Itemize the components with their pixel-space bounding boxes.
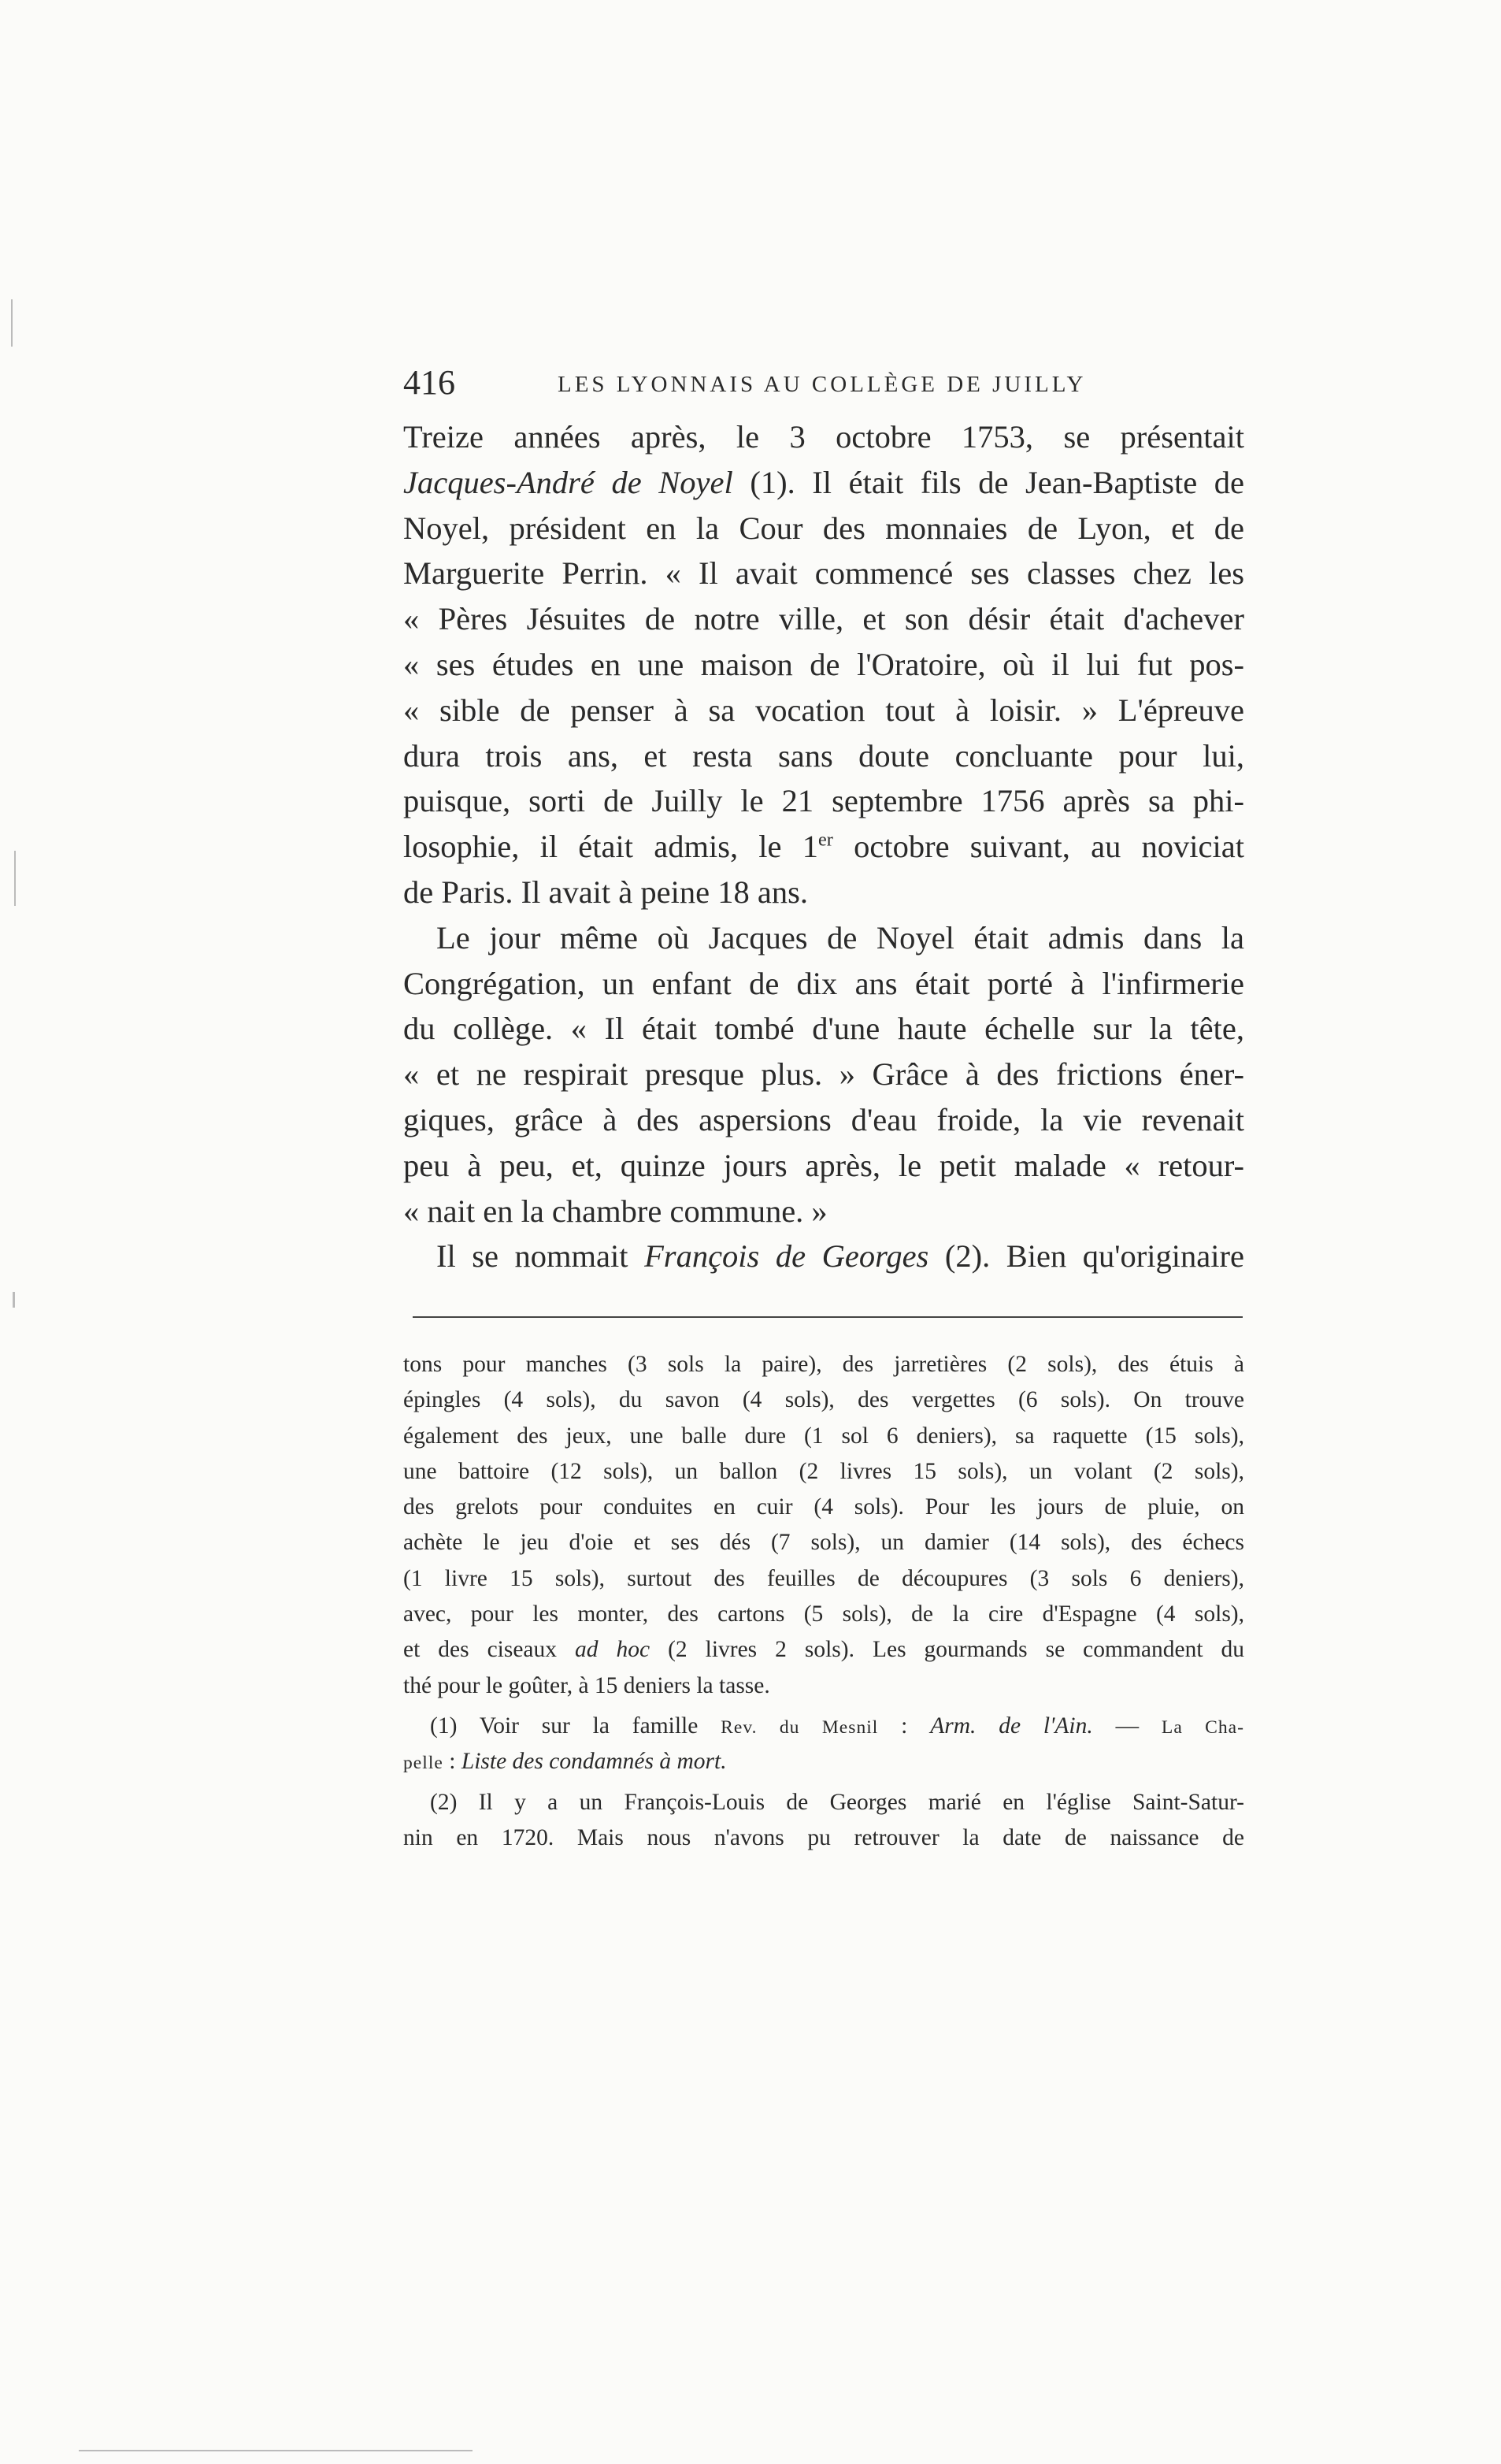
footnote-line: tons pour manches (3 sols la paire), des jarretières (2 sols), des étuis à — [403, 1352, 1244, 1377]
text-line: Jacques-André de Noyel (1). Il était fils de Jean-Baptiste de — [403, 464, 1244, 500]
text-line: du collège. « Il était tombé d'une haute échelle sur la tête, — [403, 1011, 1244, 1047]
footnote-divider — [413, 1316, 1243, 1318]
text-line: « Pères Jésuites de notre ville, et son désir était d'achever — [403, 601, 1244, 637]
text-line: « sible de penser à sa vocation tout à loisir. » L'épreuve — [403, 692, 1244, 728]
text-line: « ses études en une maison de l'Oratoire, où il lui fut pos- — [403, 646, 1244, 682]
text-line: de Paris. Il avait à peine 18 ans. — [403, 874, 808, 910]
footnotes — [403, 1347, 1244, 1856]
text-line: « et ne respirait presque plus. » Grâce à des frictions éner- — [403, 1056, 1244, 1093]
main-text — [403, 414, 1244, 1279]
text-line: puisque, sorti de Juilly le 21 septembre 1756 après sa phi- — [403, 783, 1244, 819]
footnote-1-cont: pelle : Liste des condamnés à mort. — [403, 1749, 727, 1775]
footnote-line: également des jeux, une balle dure (1 sol 6 deniers), sa raquette (15 sols), — [403, 1423, 1244, 1449]
person-name: François de Georges — [644, 1238, 929, 1275]
footnote-line: une battoire (12 sols), un ballon (2 livres 15 sols), un volant (2 sols), — [403, 1458, 1244, 1484]
scan-mark — [14, 851, 16, 906]
text-line: Le jour même où Jacques de Noyel était admis dans la — [436, 919, 1244, 956]
text-line: giques, grâce à des aspersions d'eau froide, la vie revenait — [403, 1101, 1244, 1137]
running-title: LES LYONNAIS AU COLLÈGE DE JUILLY — [558, 372, 1087, 397]
text-line: losophie, il était admis, le 1er octobre suivant, au noviciat — [403, 829, 1244, 865]
text-line: Marguerite Perrin. « Il avait commencé ses classes chez les — [403, 555, 1244, 592]
page-number: 416 — [403, 363, 455, 402]
footnote-line: (1 livre 15 sols), surtout des feuilles de découpures (3 sols 6 deniers), — [403, 1565, 1244, 1591]
footnote-line: des grelots pour conduites en cuir (4 sols). Pour les jours de pluie, on — [403, 1494, 1244, 1520]
person-name: Jacques-André de Noyel — [403, 464, 733, 500]
footnote-line: thé pour le goûter, à 15 deniers la tasse. — [403, 1672, 770, 1698]
footnote-line: épingles (4 sols), du savon (4 sols), des vergettes (6 sols). On trouve — [403, 1387, 1244, 1413]
footnote-1: (1) Voir sur la famille Rev. du Mesnil : Arm. de l'Ain. — La Cha- — [430, 1713, 1245, 1739]
text-line: Congrégation, un enfant de dix ans était porté à l'infirmerie — [403, 965, 1244, 1001]
footnote-line: achète le jeu d'oie et ses dés (7 sols), un damier (14 sols), des échecs — [403, 1530, 1244, 1556]
scan-mark — [11, 299, 13, 347]
footnote-line: avec, pour les monter, des cartons (5 sols), de la cire d'Espagne (4 sols), — [403, 1601, 1244, 1627]
running-header — [403, 361, 1244, 405]
scan-mark — [13, 1292, 15, 1308]
superscript: er — [818, 829, 833, 851]
text-line: Treize années après, le 3 octobre 1753, se présentait — [403, 419, 1244, 455]
footnote-line: et des ciseaux ad hoc (2 livres 2 sols). Les gourmands se commandent du — [403, 1637, 1244, 1663]
text-line: peu à peu, et, quinze jours après, le petit malade « retour- — [403, 1147, 1244, 1183]
text-line: dura trois ans, et resta sans doute concluante pour lui, — [403, 737, 1244, 774]
footnote-2: (2) Il y a un François-Louis de Georges marié en l'église Saint-Satur- — [430, 1789, 1244, 1815]
text-line: « nait en la chambre commune. » — [403, 1193, 828, 1229]
scan-mark — [79, 2450, 473, 2451]
text-line: Noyel, président en la Cour des monnaies de Lyon, et de — [403, 510, 1244, 546]
text-line: Il se nommait François de Georges (2). Bien qu'originaire — [436, 1238, 1244, 1275]
footnote-2-cont: nin en 1720. Mais nous n'avons pu retrouver la date de naissance de — [403, 1824, 1244, 1850]
